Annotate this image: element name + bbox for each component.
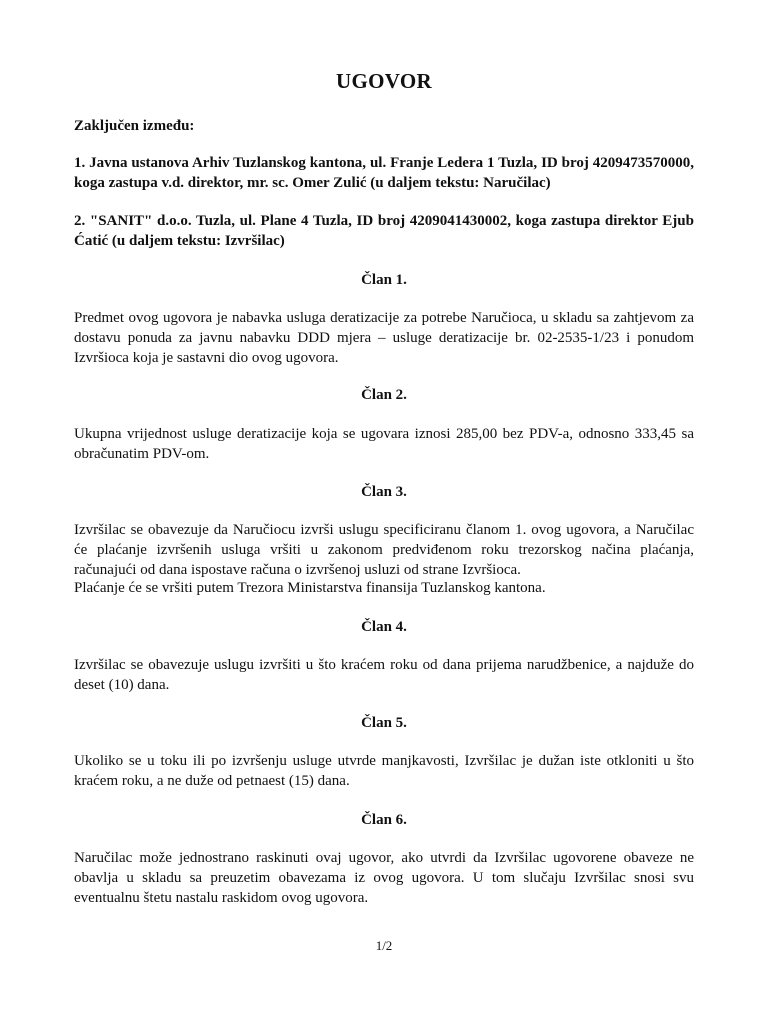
article-4-heading: Član 4. [361,619,407,635]
party-2: 2. "SANIT" d.o.o. Tuzla, ul. Plane 4 Tuzla, ID broj 4209041430002, koga zastupa direktor Ejub Ćatić (u daljem tekstu: Izvršilac) [74,213,694,249]
article-3-heading: Član 3. [361,484,407,500]
document-title: UGOVOR [336,69,432,93]
party-1: 1. Javna ustanova Arhiv Tuzlanskog kantona, ul. Franje Ledera 1 Tuzla, ID broj 4209473570000, koga zastupa v.d. direktor, mr. sc. Omer Zulić (u daljem tekstu: Naručilac) [74,155,694,191]
article-6-text: Naručilac može jednostrano raskinuti ovaj ugovor, ako utvrdi da Izvršilac ugovorene obaveze ne obavlja u skladu sa preuzetim obavezama iz ovog ugovora. U tom slučaju Izvršilac snosi svu eventualnu štetu nastalu raskidom ovog ugovora. [74,850,694,906]
article-1-text: Predmet ovog ugovora je nabavka usluga deratizacije za potrebe Naručioca, u skladu sa zahtjevom za dostavu ponuda za javnu nabavku DDD mjera – usluge deratizacije br. 02-2535-1/23 i ponudom Izvršioca koja je sastavni dio ovog ugovora. [74,310,694,366]
article-3-text: Izvršilac se obavezuje da Naručiocu izvrši uslugu specificiranu članom 1. ovog ugovora, a Naručilac će plaćanje izvršenih usluga vršiti u zakonom predviđenom roku trezorskog načina plaćanja, računajući od dana ispostave računa o izvršenoj usluzi od strane Izvršioca. [74,522,694,578]
article-1-heading: Član 1. [361,272,407,288]
article-3-text-2: Plaćanje će se vršiti putem Trezora Ministarstva finansija Tuzlanskog kantona. [74,580,546,596]
article-5-text: Ukoliko se u toku ili po izvršenju usluge utvrde manjkavosti, Izvršilac je dužan iste otkloniti u što kraćem roku, a ne duže od petnaest (15) dana. [74,753,694,789]
article-5-heading: Član 5. [361,715,407,731]
intro-text: Zaključen između: [74,118,195,134]
article-2-heading: Član 2. [361,387,407,403]
page-number: 1/2 [375,938,393,953]
article-4-text: Izvršilac se obavezuje uslugu izvršiti u što kraćem roku od dana prijema narudžbenice, a najduže do deset (10) dana. [74,657,694,693]
article-2-text: Ukupna vrijednost usluge deratizacije koja se ugovara iznosi 285,00 bez PDV-a, odnosno 333,45 sa obračunatim PDV-om. [74,426,694,462]
article-6-heading: Član 6. [361,812,407,828]
